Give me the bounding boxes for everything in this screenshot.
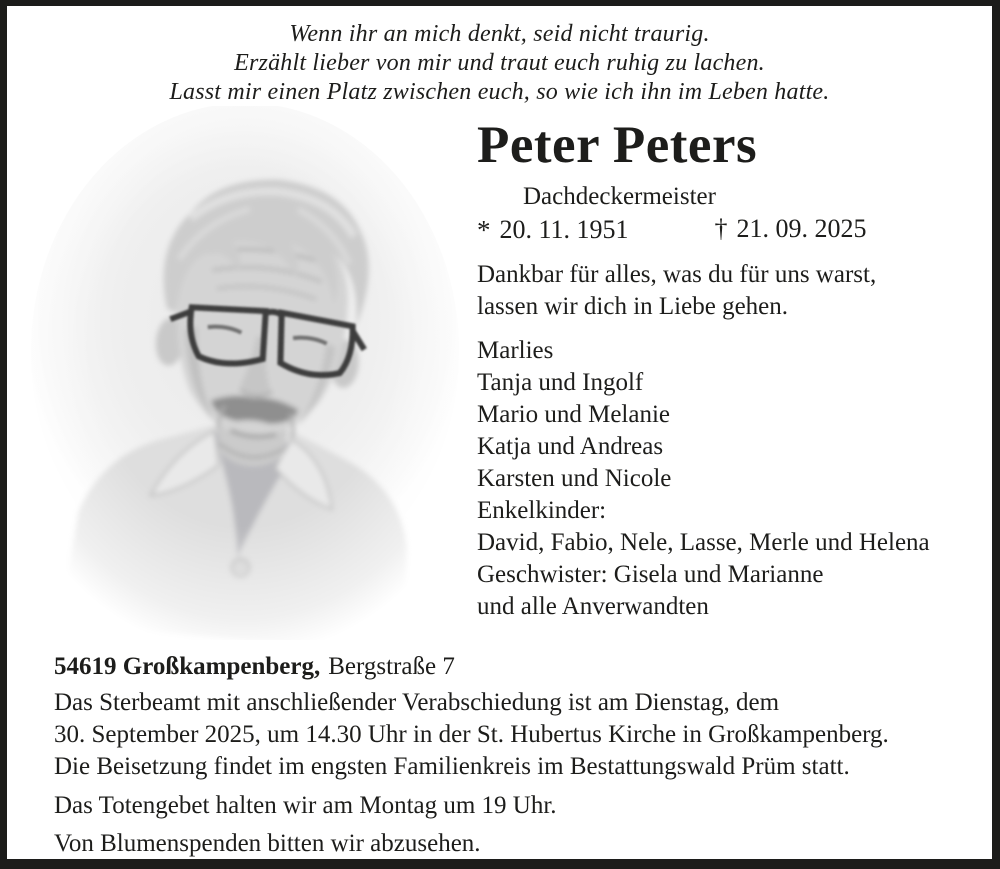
mourner-line: und alle Anverwandten bbox=[477, 593, 709, 620]
death-date-group bbox=[715, 214, 867, 245]
funeral-address-city: 54619 Großkampenberg, bbox=[54, 653, 321, 680]
service-line: Die Beisetzung findet im engsten Familienkreis im Bestattungswald Prüm statt. bbox=[54, 753, 850, 780]
epigraph-line: Lasst mir einen Platz zwischen euch, so wie ich ihn im Leben hatte. bbox=[169, 79, 830, 105]
mourner-line: Mario und Melanie bbox=[477, 401, 671, 428]
funeral-address bbox=[54, 651, 962, 683]
prayer-note: Das Totengebet halten wir am Montag um 19 Uhr. bbox=[54, 792, 557, 819]
born-symbol-icon: * bbox=[477, 215, 491, 245]
mourners-list bbox=[477, 335, 997, 623]
funeral-address-street: Bergstraße 7 bbox=[328, 653, 455, 680]
tribute-line: Dankbar für alles, was du für uns warst, bbox=[477, 261, 877, 288]
epigraph bbox=[7, 20, 992, 107]
mourner-line: Enkelkinder: bbox=[477, 497, 607, 524]
flowers-note: Von Blumenspenden bitten wir abzusehen. bbox=[54, 830, 481, 857]
service-line: Das Sterbeamt mit anschließender Verabschiedung ist am Dienstag, dem bbox=[54, 689, 780, 716]
death-date: 21. 09. 2025 bbox=[736, 214, 867, 243]
birth-date-group bbox=[477, 214, 629, 245]
mourner-line: Geschwister: Gisela und Marianne bbox=[477, 561, 824, 588]
tribute-line: lassen wir dich in Liebe gehen. bbox=[477, 293, 789, 320]
tribute-text bbox=[477, 259, 997, 323]
funeral-details bbox=[54, 651, 962, 860]
portrait-photo bbox=[23, 106, 473, 640]
life-dates bbox=[477, 214, 997, 245]
mourner-line: Marlies bbox=[477, 337, 554, 364]
mourner-line: Katja und Andreas bbox=[477, 433, 664, 460]
birth-date: 20. 11. 1951 bbox=[499, 215, 629, 244]
died-symbol-icon: † bbox=[714, 214, 728, 243]
epigraph-line: Erzählt lieber von mir und traut euch ruhig zu lachen. bbox=[234, 50, 765, 76]
mourner-line: Tanja und Ingolf bbox=[477, 369, 644, 396]
deceased-block bbox=[477, 116, 997, 623]
mourner-line: David, Fabio, Nele, Lasse, Merle und Helena bbox=[477, 529, 930, 556]
mourner-line: Karsten und Nicole bbox=[477, 465, 672, 492]
deceased-profession: Dachdeckermeister bbox=[523, 183, 716, 210]
service-line: 30. September 2025, um 14.30 Uhr in der St. Hubertus Kirche in Großkampenberg. bbox=[54, 721, 889, 748]
epigraph-line: Wenn ihr an mich denkt, seid nicht traurig. bbox=[289, 21, 710, 47]
deceased-name: Peter Peters bbox=[477, 116, 758, 174]
